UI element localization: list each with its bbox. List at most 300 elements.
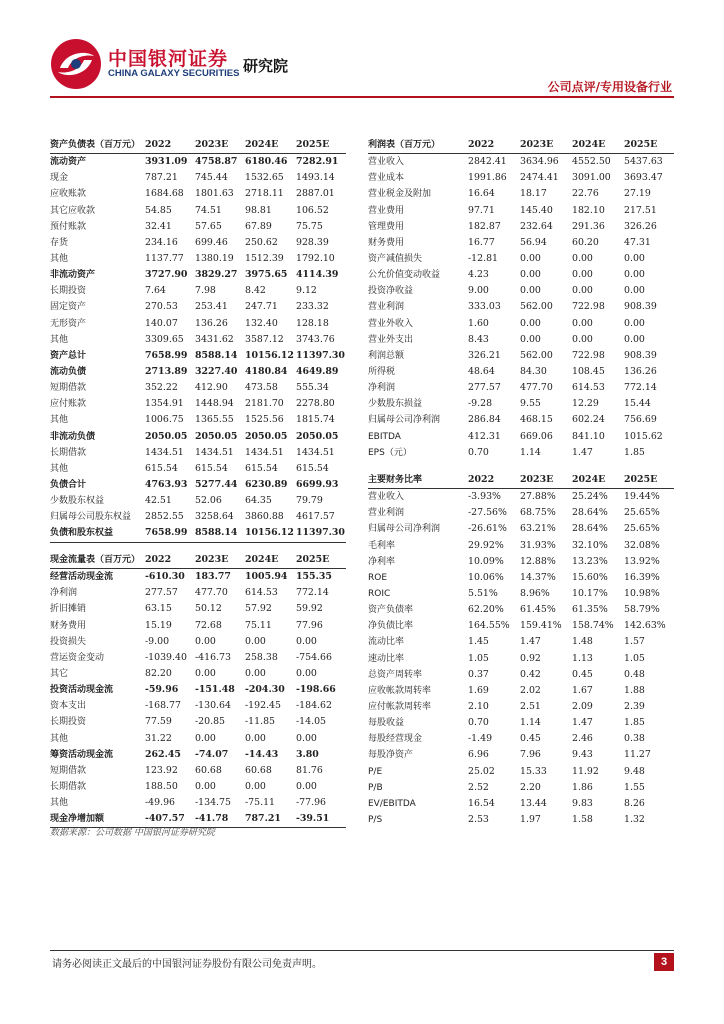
- cell-value: 1.13: [572, 652, 593, 664]
- table-row: [368, 364, 674, 380]
- cell-value: 908.39: [624, 301, 657, 313]
- cell-value: 2.53: [468, 814, 489, 826]
- cell-value: 615.54: [145, 462, 178, 474]
- year-header: 2022: [468, 472, 520, 489]
- cell-value: 77.59: [145, 716, 172, 728]
- cell-value: 58.79%: [624, 604, 660, 616]
- cell-value: 722.98: [572, 301, 605, 313]
- cell-value: 2050.05: [245, 430, 288, 442]
- cell-value: 2.46: [572, 733, 593, 745]
- cell-value: 74.51: [195, 204, 222, 216]
- table-row: [50, 348, 346, 364]
- cell-value: 412.90: [195, 382, 228, 394]
- row-label: EBITDA: [368, 431, 401, 442]
- year-header: 2023E: [195, 137, 245, 154]
- year-header: 2024E: [245, 552, 296, 569]
- table-row: [50, 396, 346, 412]
- cell-value: 0.45: [572, 668, 593, 680]
- row-label: 每股净资产: [368, 750, 414, 761]
- table-row: [368, 715, 674, 731]
- row-label: 长期投资: [50, 717, 87, 728]
- income-statement-table: [368, 137, 674, 461]
- cell-value: 4.23: [468, 269, 489, 281]
- row-label: 资产总计: [50, 350, 87, 361]
- cell-value: -12.81: [468, 253, 499, 265]
- cell-value: 3431.62: [195, 333, 234, 345]
- key-ratios-table: [368, 472, 674, 828]
- year-header: 2024E: [245, 137, 296, 154]
- cell-value: 0.00: [296, 635, 317, 647]
- cell-value: 140.07: [145, 317, 178, 329]
- cell-value: 0.00: [520, 317, 541, 329]
- cell-value: 1.67: [572, 684, 593, 696]
- cell-value: 82.20: [145, 668, 172, 680]
- cell-value: 0.00: [572, 317, 593, 329]
- row-label: 总资产周转率: [368, 669, 423, 680]
- row-label: 财务费用: [50, 620, 87, 631]
- cell-value: 11.27: [624, 749, 651, 761]
- cell-value: 1005.94: [245, 571, 288, 583]
- cell-value: 15.44: [624, 398, 651, 410]
- table-row: [368, 747, 674, 763]
- cell-value: 258.38: [245, 651, 278, 663]
- row-label: 其他: [50, 798, 69, 809]
- cell-value: 8588.14: [195, 349, 238, 361]
- year-header: 2022: [468, 137, 520, 154]
- cell-value: -14.05: [296, 716, 327, 728]
- table-row: [368, 154, 674, 171]
- cell-value: 477.70: [195, 587, 228, 599]
- table-title: 主要财务比率: [368, 472, 468, 489]
- table-row: [50, 364, 346, 380]
- cell-value: 0.70: [468, 717, 489, 729]
- cell-value: 18.17: [520, 188, 547, 200]
- table-row: [50, 569, 346, 586]
- row-label: 短期借款: [50, 383, 87, 394]
- cell-value: 277.57: [468, 382, 501, 394]
- cell-value: 4649.89: [296, 366, 339, 378]
- cell-value: 11397.30: [296, 349, 345, 361]
- table-row: [368, 219, 674, 235]
- cell-value: 841.10: [572, 430, 605, 442]
- row-label: 应付帐款周转率: [368, 702, 432, 713]
- cell-value: 772.14: [296, 587, 329, 599]
- table-row: [50, 412, 346, 428]
- row-label: 所得税: [368, 367, 396, 378]
- cell-value: 6.96: [468, 749, 489, 761]
- brand-name-en: CHINA GALAXY SECURITIES: [108, 68, 240, 79]
- year-header: 2023E: [520, 472, 572, 489]
- cell-value: 772.14: [624, 382, 657, 394]
- cell-value: 3829.27: [195, 269, 238, 281]
- row-label: 流动比率: [368, 637, 405, 648]
- cell-value: 7.98: [195, 285, 216, 297]
- cell-value: 60.20: [572, 236, 599, 248]
- row-label: 毛利率: [368, 540, 396, 551]
- row-label: 营业税金及附加: [368, 189, 432, 200]
- row-label: 营业外支出: [368, 334, 414, 345]
- cell-value: 2050.05: [145, 430, 188, 442]
- cash-flow-table: [50, 552, 346, 828]
- row-label: 营运资金变动: [50, 652, 105, 663]
- cell-value: 75.75: [296, 220, 323, 232]
- row-label: 流动资产: [50, 157, 87, 168]
- cell-value: 3587.12: [245, 333, 284, 345]
- cell-value: 1380.19: [195, 253, 234, 265]
- table-row: [368, 251, 674, 267]
- cell-value: 253.41: [195, 301, 228, 313]
- table-title: 资产负债表（百万元）: [50, 137, 145, 154]
- cell-value: 0.00: [245, 732, 266, 744]
- cell-value: 9.00: [468, 285, 489, 297]
- cell-value: 159.41%: [520, 620, 562, 632]
- cell-value: 1.47: [572, 446, 593, 458]
- row-label: 资产负债率: [368, 605, 414, 616]
- cell-value: 16.39%: [624, 571, 660, 583]
- cell-value: 2718.11: [245, 188, 284, 200]
- row-label: 其他: [50, 463, 69, 474]
- cell-value: 31.93%: [520, 539, 556, 551]
- row-label: 筹资活动现金流: [50, 749, 114, 760]
- cell-value: 333.03: [468, 301, 501, 313]
- cell-value: 0.00: [245, 635, 266, 647]
- table-row: [50, 698, 346, 714]
- table-row: [368, 186, 674, 202]
- table-row: [368, 429, 674, 445]
- cell-value: 2474.41: [520, 172, 559, 184]
- table-row: [50, 493, 346, 509]
- row-label: 其他: [50, 733, 69, 744]
- cell-value: 164.55%: [468, 620, 510, 632]
- row-label: 每股收益: [368, 718, 405, 729]
- table-row: [50, 186, 346, 202]
- cell-value: -192.45: [245, 700, 281, 712]
- year-header: 2023E: [195, 552, 245, 569]
- cell-value: -754.66: [296, 651, 332, 663]
- cell-value: 14.37%: [520, 571, 556, 583]
- cell-value: 1493.14: [296, 172, 335, 184]
- row-label: 管理费用: [368, 221, 405, 232]
- cell-value: 155.35: [296, 571, 332, 583]
- cell-value: 1525.56: [245, 414, 284, 426]
- cell-value: 8588.14: [195, 525, 245, 542]
- cell-value: 0.00: [624, 333, 645, 345]
- table-row: [50, 650, 346, 666]
- cell-value: 1434.51: [296, 446, 335, 458]
- cell-value: 1684.68: [145, 188, 184, 200]
- year-header: 2022: [145, 137, 195, 154]
- cell-value: 0.70: [468, 446, 489, 458]
- cell-value: 0.00: [195, 635, 216, 647]
- cell-value: 7282.91: [296, 156, 339, 168]
- cell-value: 1.88: [624, 684, 645, 696]
- cell-value: 2181.70: [245, 398, 284, 410]
- row-label: 其他: [50, 334, 69, 345]
- table-row: [50, 170, 346, 186]
- year-header: 2024E: [572, 137, 624, 154]
- cell-value: 468.15: [520, 414, 553, 426]
- table-row: [50, 429, 346, 445]
- table-row: [368, 586, 674, 602]
- brand-name-cn: 中国银河证券: [108, 48, 229, 70]
- cell-value: -3.93%: [468, 491, 501, 503]
- row-label: 营业收入: [368, 157, 405, 168]
- cell-value: 98.81: [245, 204, 272, 216]
- table-row: [368, 796, 674, 812]
- cell-value: 1792.10: [296, 253, 335, 265]
- cell-value: 0.00: [520, 333, 541, 345]
- cell-value: -134.75: [195, 797, 231, 809]
- cell-value: 61.35%: [572, 604, 608, 616]
- year-header: 2025E: [296, 137, 346, 154]
- report-category: 公司点评/专用设备行业: [547, 80, 672, 94]
- row-label: 非流动资产: [50, 270, 96, 281]
- cell-value: 25.65%: [624, 523, 660, 535]
- cell-value: 60.68: [245, 764, 272, 776]
- cell-value: 562.00: [520, 301, 553, 313]
- table-row: [368, 554, 674, 570]
- cell-value: 25.24%: [572, 491, 608, 503]
- table-row: [50, 219, 346, 235]
- table-row: [50, 747, 346, 763]
- cell-value: 2.10: [468, 701, 489, 713]
- cell-value: 0.00: [296, 668, 317, 680]
- row-label: 固定资产: [50, 302, 87, 313]
- table-row: [50, 445, 346, 461]
- year-header: 2025E: [296, 552, 346, 569]
- cell-value: -416.73: [195, 651, 231, 663]
- cell-value: 8.43: [468, 333, 489, 345]
- cell-value: 8.42: [245, 285, 266, 297]
- cell-value: 0.38: [624, 733, 645, 745]
- cell-value: 16.64: [468, 188, 495, 200]
- cell-value: -9.00: [145, 635, 170, 647]
- cell-value: 2050.05: [296, 430, 339, 442]
- table-row: [50, 618, 346, 634]
- cell-value: 13.92%: [624, 555, 660, 567]
- cell-value: 2.52: [468, 781, 489, 793]
- row-label: 负债和股东权益: [50, 525, 145, 542]
- cell-value: 412.31: [468, 430, 501, 442]
- header-divider: [50, 96, 674, 98]
- row-label: 现金: [50, 173, 69, 184]
- cell-value: 63.15: [145, 603, 172, 615]
- row-label: 少数股东损益: [368, 399, 423, 410]
- cell-value: 8.26: [624, 797, 645, 809]
- cell-value: 2.51: [520, 701, 541, 713]
- table-row: [50, 634, 346, 650]
- table-row: [50, 461, 346, 477]
- cell-value: 2.39: [624, 701, 645, 713]
- cell-value: 29.92%: [468, 539, 504, 551]
- cell-value: 0.48: [624, 668, 645, 680]
- cell-value: 3693.47: [624, 172, 663, 184]
- table-row: [368, 538, 674, 554]
- cell-value: 1.60: [468, 317, 489, 329]
- cell-value: 56.94: [520, 236, 547, 248]
- row-label: 速动比率: [368, 653, 405, 664]
- table-row: [368, 348, 674, 364]
- table-row: [50, 235, 346, 251]
- cell-value: 15.19: [145, 619, 172, 631]
- cell-value: 233.32: [296, 301, 329, 313]
- cell-value: 188.50: [145, 781, 178, 793]
- cell-value: -1039.40: [145, 651, 187, 663]
- table-row: [50, 509, 346, 525]
- cell-value: 0.00: [572, 333, 593, 345]
- row-label: 应收账款: [50, 189, 87, 200]
- row-label: 财务费用: [368, 237, 405, 248]
- cell-value: 352.22: [145, 382, 178, 394]
- cell-value: -14.43: [245, 748, 279, 760]
- cell-value: 9.55: [520, 398, 541, 410]
- cell-value: 0.00: [520, 285, 541, 297]
- table-row: [368, 412, 674, 428]
- cell-value: 4180.84: [245, 366, 288, 378]
- row-label: P/E: [368, 766, 383, 777]
- cell-value: 1.97: [520, 814, 541, 826]
- table-row: [368, 699, 674, 715]
- cell-value: -151.48: [195, 684, 235, 696]
- row-label: 归属母公司股东权益: [50, 512, 132, 523]
- footer-divider: [50, 950, 674, 951]
- cell-value: 1448.94: [195, 398, 234, 410]
- table-row: [368, 316, 674, 332]
- cell-value: 1.48: [572, 636, 593, 648]
- cell-value: 59.92: [296, 603, 323, 615]
- cell-value: 7658.99: [145, 349, 188, 361]
- cell-value: 57.65: [195, 220, 222, 232]
- table-row: [50, 525, 346, 542]
- cell-value: 8.96%: [520, 588, 550, 600]
- cell-value: 1365.55: [195, 414, 234, 426]
- cell-value: 62.20%: [468, 604, 504, 616]
- cell-value: 132.40: [245, 317, 278, 329]
- cell-value: 15.60%: [572, 571, 608, 583]
- cell-value: 3860.88: [245, 511, 284, 523]
- table-row: [50, 251, 346, 267]
- table-row: [50, 585, 346, 601]
- table-row: [50, 779, 346, 795]
- cell-value: 1532.65: [245, 172, 284, 184]
- table-row: [368, 634, 674, 650]
- cell-value: -39.51: [296, 811, 346, 828]
- cell-value: 5.51%: [468, 588, 498, 600]
- row-label: 归属母公司净利润: [368, 524, 441, 535]
- cell-value: 0.00: [296, 781, 317, 793]
- row-label: 折旧摊销: [50, 604, 87, 615]
- table-row: [50, 731, 346, 747]
- cell-value: 5437.63: [624, 156, 663, 168]
- row-label: ROIC: [368, 589, 391, 600]
- table-row: [368, 283, 674, 299]
- cell-value: 6180.46: [245, 156, 288, 168]
- table-header-row: [368, 137, 674, 154]
- cell-value: 77.96: [296, 619, 323, 631]
- cell-value: 22.76: [572, 188, 599, 200]
- cell-value: 1.58: [572, 814, 593, 826]
- row-label: EV/EBITDA: [368, 798, 416, 809]
- cell-value: 3.80: [296, 748, 319, 760]
- cell-value: 0.42: [520, 668, 541, 680]
- table-row: [50, 601, 346, 617]
- cell-value: 2050.05: [195, 430, 238, 442]
- cell-value: -11.85: [245, 716, 276, 728]
- cell-value: 247.71: [245, 301, 278, 313]
- cell-value: 32.08%: [624, 539, 660, 551]
- cell-value: 277.57: [145, 587, 178, 599]
- cell-value: 555.34: [296, 382, 329, 394]
- row-label: 资本支出: [50, 701, 87, 712]
- cell-value: 3258.64: [195, 511, 234, 523]
- cell-value: 1434.51: [145, 446, 184, 458]
- year-header: 2022: [145, 552, 195, 569]
- row-label: 应付账款: [50, 399, 87, 410]
- cell-value: 106.52: [296, 204, 329, 216]
- cell-value: 2842.41: [468, 156, 507, 168]
- cell-value: -168.77: [145, 700, 181, 712]
- cell-value: 270.53: [145, 301, 178, 313]
- cell-value: 1991.86: [468, 172, 507, 184]
- table-row: [368, 683, 674, 699]
- cell-value: 787.21: [245, 811, 296, 828]
- cell-value: 52.06: [195, 495, 222, 507]
- cell-value: 42.51: [145, 495, 172, 507]
- cell-value: 72.68: [195, 619, 222, 631]
- cell-value: -20.85: [195, 716, 226, 728]
- table-row: [50, 714, 346, 730]
- row-label: 其他: [50, 254, 69, 265]
- cell-value: 0.00: [195, 732, 216, 744]
- cell-value: 326.26: [624, 220, 657, 232]
- cell-value: 7.96: [520, 749, 541, 761]
- cell-value: 6230.89: [245, 479, 288, 491]
- table-row: [50, 203, 346, 219]
- year-header: 2023E: [520, 137, 572, 154]
- cell-value: 1512.39: [245, 253, 284, 265]
- cell-value: 128.18: [296, 317, 329, 329]
- table-header-row: [50, 552, 346, 569]
- row-label: 营业成本: [368, 173, 405, 184]
- cell-value: 0.00: [245, 668, 266, 680]
- cell-value: 25.02: [468, 765, 495, 777]
- table-row: [368, 235, 674, 251]
- cell-value: -184.62: [296, 700, 332, 712]
- cell-value: 1.55: [624, 781, 645, 793]
- cell-value: 0.00: [245, 781, 266, 793]
- table-row: [50, 283, 346, 299]
- table-row: [368, 570, 674, 586]
- row-label: 存货: [50, 237, 69, 248]
- cell-value: 3091.00: [572, 172, 611, 184]
- cell-value: 31.22: [145, 732, 172, 744]
- cell-value: 9.83: [572, 797, 593, 809]
- cell-value: 0.00: [624, 285, 645, 297]
- cell-value: 1.32: [624, 814, 645, 826]
- table-row: [368, 667, 674, 683]
- cell-value: 1434.51: [195, 446, 234, 458]
- cell-value: -407.57: [145, 811, 195, 828]
- table-row: [368, 396, 674, 412]
- year-header: 2025E: [624, 472, 674, 489]
- cell-value: 11397.30: [296, 525, 346, 542]
- cell-value: 562.00: [520, 349, 553, 361]
- row-label: 净负债比率: [368, 621, 414, 632]
- cell-value: 4617.57: [296, 511, 335, 523]
- table-row: [50, 666, 346, 682]
- cell-value: 615.54: [296, 462, 329, 474]
- cell-value: 15.33: [520, 765, 547, 777]
